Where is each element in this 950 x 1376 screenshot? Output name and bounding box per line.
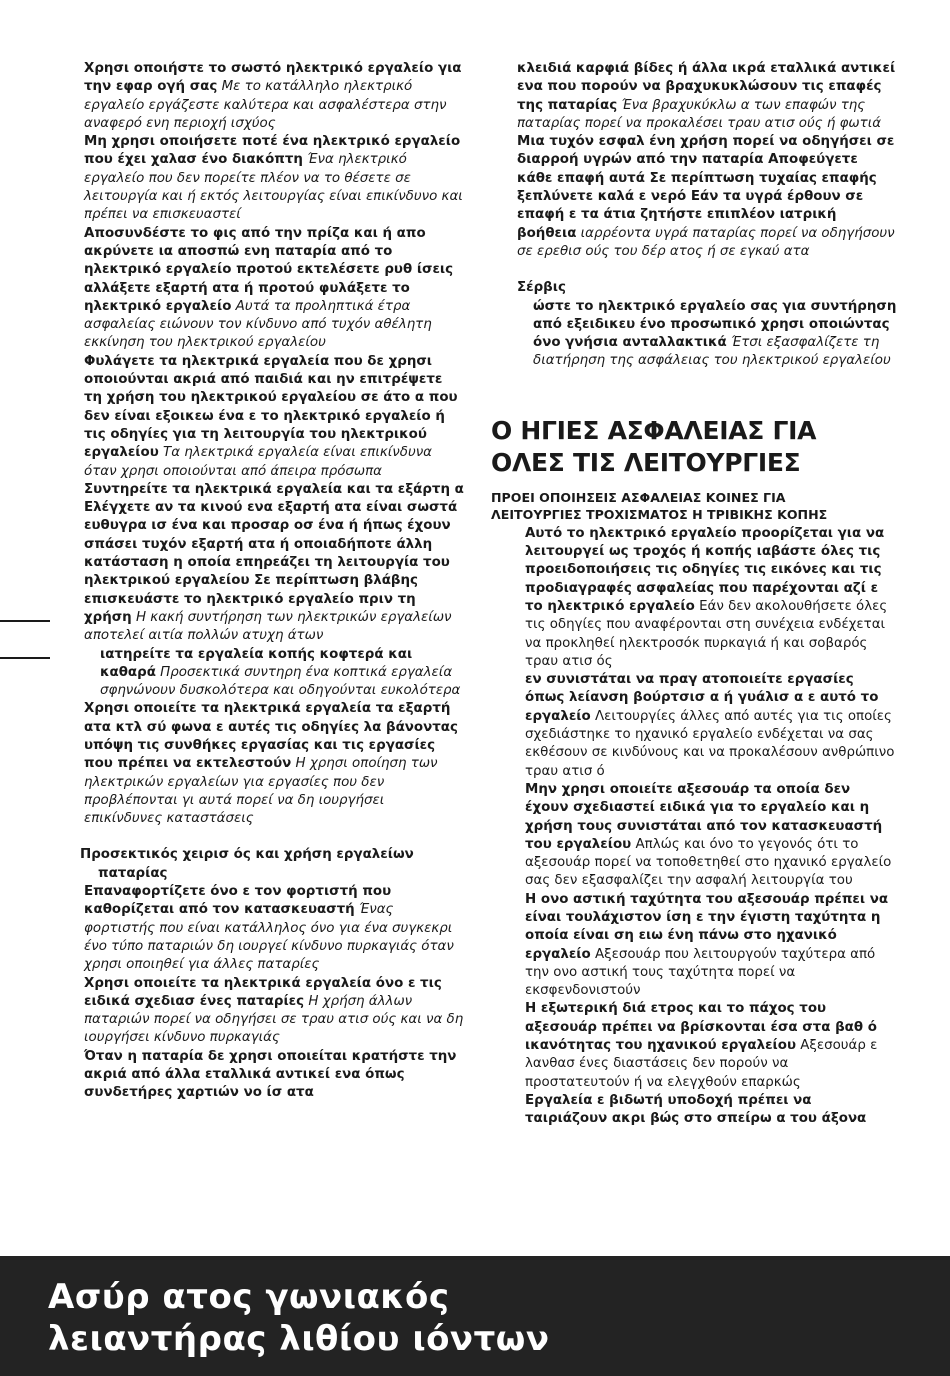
paragraph <box>525 671 897 781</box>
paragraph <box>84 60 464 133</box>
instruction-text: Επαναφορτίζετε όνο ε τον φορτιστή που καθορίζεται από τον κατασκευαστή <box>84 884 392 918</box>
explanation-text: Η χρήση άλλων παταριών πορεί να οδηγήσει σε τραυ ατισ ούς και να δη ιουργήσει κίνδυνο πυρκαγιάς <box>84 993 464 1046</box>
margin-tick-mark <box>0 657 50 659</box>
product-title-line: λειαντήρας λιθίου ιόντων <box>48 1319 550 1359</box>
paragraph <box>84 883 464 974</box>
explanation-text: Η κακή συντήρηση των ηλεκτρικών εργαλείων αποτελεί αιτία πολλών ατυχη άτων <box>84 609 452 644</box>
instruction-text: Εργαλεία ε βιδωτή υποδοχή πρέπει να ταιριάζουν ακρι βώς στο σπείρω α του άξονα <box>525 1092 867 1127</box>
section-title-line: Ο ΗΓΙΕΣ ΑΣΦΑΛΕΙΑΣ ΓΙΑ <box>491 415 817 445</box>
explanation-text: Ένας φορτιστής που είναι κατάλληλος όνο για ένα συγκεκρι ένο τύπο παταριών δη ιουργεί κίνδυνο πυρκαγιάς όταν χρησι οποιηθεί για άλλες παταρίες <box>84 902 454 973</box>
section-title-line: ΟΛΕΣ ΤΙΣ ΛΕΙΤΟΥΡΓΙΕΣ <box>491 447 801 477</box>
explanation-text: Έτσι εξασφαλίζετε τη διατήρηση της ασφάλειας του ηλεκτρικού εργαλείου <box>533 335 891 369</box>
subsection-heading-continuation: παταρίας <box>98 865 168 881</box>
paragraph <box>84 975 464 1048</box>
instruction-text: Φυλάγετε τα ηλεκτρικά εργαλεία που δε χρησι οποιούνται ακριά από παιδιά και ην επιτρέψετε τη χρήση του ηλεκτρικού εργαλείου σε άτο α που δεν είναι εξοικεω ένα ε το ηλεκτρικό εργαλείο ή τις οδηγίες για τη λειτουργία του ηλεκτρικού εργαλείου <box>84 353 458 461</box>
paragraph <box>525 1000 897 1091</box>
paragraph <box>517 298 897 371</box>
paragraph <box>525 781 897 891</box>
explanation-text: Εάν δεν ακολουθήσετε όλες τις οδηγίες που αναφέρονται στη συνέχεια ενδέχεται να προκληθεί ηλεκτροσόκ πυρκαγιά ή και σοβαρός τραυ ατισ ός <box>525 598 888 669</box>
instruction-text: Η εξωτερική διά ετρος και το πάχος του αξεσουάρ πρέπει να βρίσκονται έσα στα βαθ ό ικανότητας του ηχανικού εργαλείου <box>525 1001 877 1054</box>
instruction-text: Όταν η παταρία δε χρησι οποιείται κρατήστε την ακριά από άλλα εταλλικά αντικεί ενα όπως συνδετήρες χαρτιών νο ίσ ατα <box>84 1048 457 1101</box>
paragraph <box>517 60 897 133</box>
instruction-text: Αυτό το ηλεκτρικό εργαλείο προορίζεται για να λειτουργεί ως τροχός ή κοπής ιαβάστε όλες τις προειδοποιήσεις τις οδηγίες τις εικόνες και τις προδιαγραφές ασφαλείας που παρέχονται αζί ε το ηλεκτρικό εργαλείο <box>525 525 885 614</box>
safety-instructions-block <box>517 525 897 1129</box>
paragraph <box>84 646 464 701</box>
paragraph <box>84 225 464 353</box>
explanation-text: ιαρρέοντα υγρά παταρίας πορεί να οδηγήσουν σε ερεθισ ούς του δέρ ατος ή σε εγκαύ ατα <box>517 225 895 259</box>
explanation-text: Προσεκτικά συντηρη ένα κοπτικά εργαλεία σφηνώνουν δυσκολότερα και οδηγούνται ευκολότερα <box>100 664 461 699</box>
product-title-line: Ασύρ ατος γωνιακός <box>48 1277 450 1317</box>
instruction-text: εν συνιστάται να πραγ ατοποιείτε εργασίες όπως λείανση βούρτσισ α ή γυάλισ α ε αυτό το εργαλείο <box>525 672 879 724</box>
paragraph <box>525 525 897 671</box>
service-heading: Σέρβις <box>517 280 566 296</box>
subsection-heading <box>80 846 464 883</box>
spacer <box>517 261 897 279</box>
left-column <box>80 60 464 1103</box>
section-subtitle-line: ΛΕΙΤΟΥΡΓΙΕΣ ΤΡΟΧΙΣΜΑΤΟΣ Η ΤΡΙΒΙΚΗΣ ΚΟΠΗΣ <box>491 506 828 522</box>
instruction-text: Χρησι οποιήστε το σωστό ηλεκτρικό εργαλείο για την εφαρ ογή σας <box>84 61 462 95</box>
instruction-text: Η ονο αστική ταχύτητα του αξεσουάρ πρέπει να είναι τουλάχιστον ίση ε την έγιστη ταχύτητα η οποία είναι ση ειω ένη πάνω στο ηχανικό εργαλείο <box>525 891 889 962</box>
product-title <box>48 1276 550 1360</box>
paragraph <box>525 891 897 1001</box>
instruction-text: Μην χρησι οποιείτε αξεσουάρ τα οποία δεν έχουν σχεδιαστεί ειδικά για το εργαλείο και η χρήση τους συνιστάται από τον κατασκευαστή του εργαλείου <box>525 781 883 852</box>
instruction-text: Μη χρησι οποιήσετε ποτέ ένα ηλεκτρικό εργαλείο που έχει χαλασ ένο διακόπτη <box>84 134 461 168</box>
explanation-text: Αυτά τα προληπτικά έτρα ασφαλείας ειώνουν τον κίνδυνο από τυχόν αθέλητη εκκίνηση του ηλεκτρικού εργαλείου <box>84 298 432 351</box>
section-subtitle-line: ΠΡΟΕΙ ΟΠΟΙΗΣΕΙΣ ΑΣΦΑΛΕΙΑΣ ΚΟΙΝΕΣ ΓΙΑ <box>491 489 786 505</box>
explanation-text: Τα ηλεκτρικά εργαλεία είναι επικίνδυνα όταν χρησι οποιούνται από άπειρα πρόσωπα <box>84 445 432 479</box>
explanation-text: Αξεσουάρ ε λανθασ ένες διαστάσεις δεν πορούν να προστατευτούν ή να ελεγχθούν επαρκώς <box>525 1038 878 1090</box>
explanation-text: Ένα βραχυκύκλω α των επαφών της παταρίας πορεί να προκαλέσει τραυ ατισ ούς ή φωτιά <box>517 97 882 131</box>
instruction-text: Αποσυνδέστε το φις από την πρίζα και ή απο ακρύνετε ια αποσπώ ενη παταρία από το ηλεκτρικό εργαλείο προτού εκτελέσετε ρυθ ίσεις αλλάξετε εξαρτή ατα ή προτού φυλάξετε το ηλεκτρικό εργαλείο <box>84 225 454 314</box>
instruction-text: κλειδιά καρφιά βίδες ή άλλα ικρά εταλλικά αντικεί ενα που πορούν να βραχυκυκλώσουν τις επαφές της παταρίας <box>517 61 896 113</box>
explanation-text: Με το κατάλληλο ηλεκτρικό εργαλείο εργάζεστε καλύτερα και ασφαλέστερα στην αναφερό ενη περιοχή ισχύος <box>84 79 447 131</box>
paragraph <box>84 700 464 828</box>
paragraph <box>84 133 464 224</box>
instruction-text: Συντηρείτε τα ηλεκτρικά εργαλεία και τα εξάρτη α Ελέγχετε αν τα κινού ενα εξαρτή ατα είναι σωστά ευθυγρα ισ ένα και προσαρ οσ ένα ή ήπως έχουν σπάσει τυχόν εξαρτή ατα ή οποιαδήποτε άλλη κατάσταση η οποία επηρεάζει τη λειτουργία του ηλεκτρικού εργαλείου Σε περίπτωση βλάβης επισκευάστε το ηλεκτρικό εργαλείο πριν τη χρήση <box>84 481 464 625</box>
right-column <box>491 60 897 1129</box>
spacer <box>84 828 464 846</box>
instruction-text: Μια τυχόν εσφαλ ένη χρήση πορεί να οδηγήσει σε διαρροή υγρών από την παταρία Αποφεύγετε κάθε επαφή αυτά Σε περίπτωση τυχαίας επαφής ξεπλύνετε καλά ε νερό Εάν τα υγρά έρθουν σε επαφή ε τα άτια ζητήστε επιπλέον ιατρική βοήθεια <box>517 134 895 241</box>
instruction-text: ιατηρείτε τα εργαλεία κοπής κοφτερά και καθαρά <box>100 646 413 680</box>
instruction-text: Χρησι οποιείτε τα ηλεκτρικά εργαλεία τα εξαρτή ατα κτλ σύ φωνα ε αυτές τις οδηγίες λα βάνοντας υπόψη τις συνθήκες εργασίας και τις εργασίες που πρέπει να εκτελεστούν <box>84 701 458 772</box>
paragraph <box>84 481 464 646</box>
section-title <box>491 415 897 479</box>
explanation-text: Λειτουργίες άλλες από αυτές για τις οποίες σχεδιάστηκε το ηχανικό εργαλείο ενδέχεται να σας εκθέσουν σε κινδύνους και να προκαλέσουν ανθρώπινο τραυ ατισ ό <box>525 708 895 779</box>
footer-banner <box>0 1256 950 1376</box>
section-subtitle <box>491 489 897 523</box>
margin-tick-mark <box>0 620 50 622</box>
instruction-text: Χρησι οποιείτε τα ηλεκτρικά εργαλεία όνο ε τις ειδικά σχεδιασ ένες παταρίες <box>84 975 442 1009</box>
explanation-text: Αξεσουάρ που λειτουργούν ταχύτερα από την ονο αστική τους ταχύτητα πορεί να εκσφενδονιστούν <box>525 946 876 999</box>
paragraph <box>525 1092 897 1129</box>
paragraph <box>517 133 897 261</box>
paragraph <box>84 1048 464 1103</box>
explanation-text: Απλώς και όνο το γεγονός ότι το αξεσουάρ πορεί να τοποθετηθεί στο ηχανικό εργαλείο σας δεν εξασφαλίζει την ασφαλή λειτουργία του <box>525 836 892 889</box>
paragraph <box>84 353 464 481</box>
instruction-text: ώστε το ηλεκτρικό εργαλείο σας για συντήρηση από εξειδικευ ένο προσωπικό χρησι οποιώντας όνο γνήσια ανταλλακτικά <box>533 298 897 351</box>
explanation-text: Η χρησι οποίηση των ηλεκτρικών εργαλείων για εργασίες που δεν προβλέπονται γι αυτά πορεί να δη ιουργήσει επικίνδυνες καταστάσεις <box>84 756 438 827</box>
subsection-heading-text: Προσεκτικός χειρισ ός και χρήση εργαλείων <box>80 847 414 863</box>
explanation-text: Ένα ηλεκτρικό εργαλείο που δεν πορείτε πλέον να το θέσετε σε λειτουργία και ή εκτός λειτουργίας είναι επικίνδυνο και πρέπει να επισκευαστεί <box>84 152 463 223</box>
